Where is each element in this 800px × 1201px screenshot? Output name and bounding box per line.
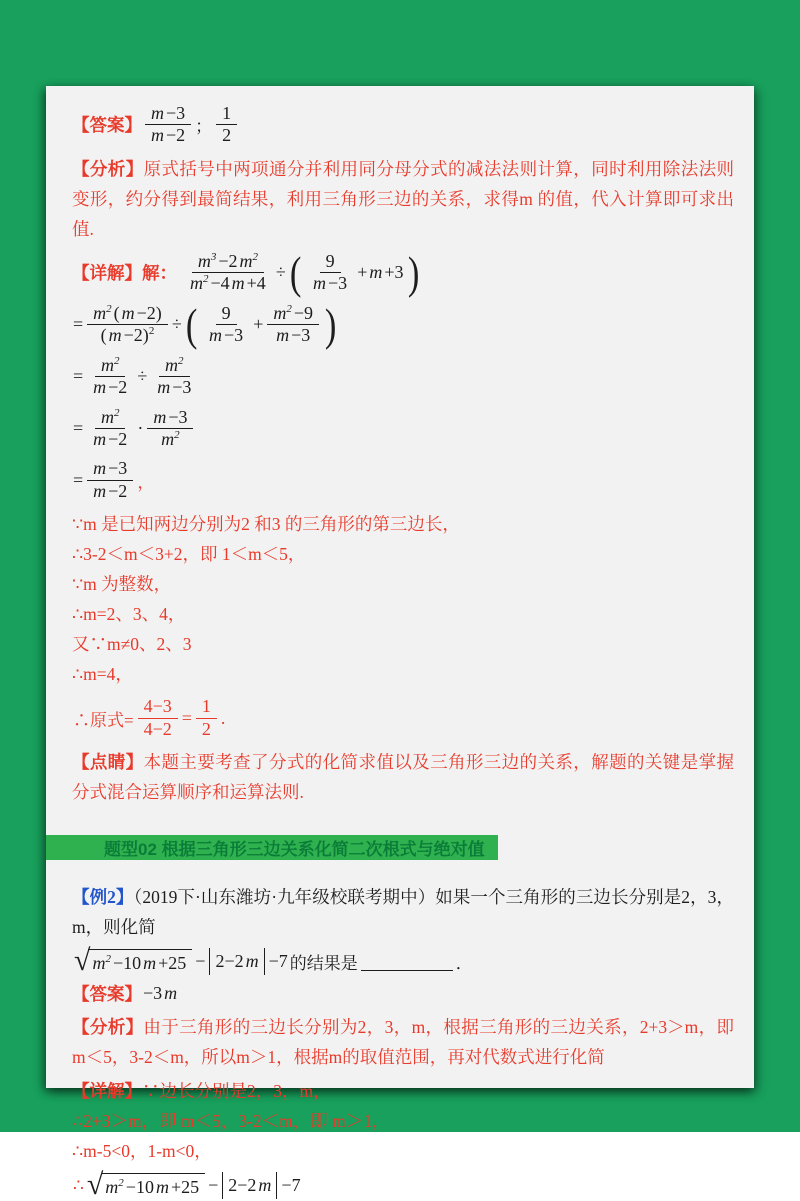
example2-statement [72, 882, 734, 942]
keypoint-label: 【点睛】 [72, 752, 144, 773]
answer2-label: 【答案】 [72, 984, 142, 1005]
reasoning-line: ∴3-2＜m＜3+2，即 1＜m＜5， [72, 544, 306, 565]
equation-1: $m^3$ −2 $m^2$ $m^2$ −4 m +4 ÷ ( 9 m −3 + m +3 ) [190, 246, 419, 298]
reasoning-line: ∵m 是已知两边分别为2 和3 的三角形的第三边长， [72, 514, 460, 535]
analysis2-label: 【分析】 [72, 1017, 144, 1038]
analysis-text: 原式括号中两项通分并利用同分母分式的减法法则计算，同时利用除法法则变形，约分得到最简结果，利用三角形三边的关系，求得m 的值，代入计算即可求出值. [72, 158, 735, 239]
topic-heading-text: 题型02 根据三角形三边关系化简二次根式与绝对值 [104, 840, 485, 860]
topic-heading-bar [46, 835, 498, 860]
detail-label: 【详解】 [72, 263, 142, 284]
reasoning-line: 又∵m≠0、2、3 [72, 634, 192, 655]
analysis2-text: 由于三角形的三边长分别为2，3，m，根据三角形的三边关系，2+3＞m，即m＜5，3-2＜m，所以m＞1，根据m的取值范围，再对代数式进行化简 [72, 1017, 735, 1068]
conclusion-row [72, 695, 734, 741]
analysis-label: 【分析】 [72, 158, 144, 179]
detail2-intro: ∵边长分别是2，3，m， [142, 1081, 331, 1102]
reasoning-line: ∵m 为整数， [72, 574, 172, 595]
equation-4: = $m^2$ m −2 · m −3 $m^2$ [72, 406, 196, 452]
reasoning2-line: ∴2+3＞m，即 m＜5，3-2＜m，即 m＞1， [72, 1111, 390, 1132]
detail-equation-row [72, 246, 734, 298]
equation-5: = m −3 m −2 ， [73, 458, 155, 501]
equation-row [72, 354, 734, 400]
example2-text: （2019下·山东潍坊·九年级校联考期中）如果一个三角形的三边长分别是2，3，m，则化简 [72, 887, 735, 938]
analysis-paragraph [72, 154, 734, 244]
reasoning-line: ∴m=2、3、4， [72, 604, 186, 625]
final-expression: ∴ √ $m^2$ −10 m +25 − 2−2 m −7 [73, 1168, 301, 1201]
equation-row [72, 457, 734, 503]
answer2-row [72, 981, 734, 1006]
detail2-row [72, 1076, 734, 1106]
conclusion-math: ∴原式= $\frac{4-3}{4-2}$ = $\frac{1}{2}$ . [73, 696, 226, 739]
document-page [46, 86, 754, 1201]
detail2-label: 【详解】 [72, 1081, 142, 1102]
keypoint-text: 本题主要考查了分式的化简求值以及三角形三边的关系，解题的关键是掌握分式混合运算顺序和运算法则. [72, 752, 735, 803]
reasoning2-line: ∴m-5<0，1-m<0， [72, 1141, 212, 1162]
example2-expression: √ $m^2$ −10 m +25 − 2−2 m −7 的结果是 ． [74, 944, 473, 978]
answer-math: m −3 m −2 ； 1 2 [142, 102, 240, 148]
answer-label: 【答案】 [72, 115, 142, 136]
example2-expression-row [72, 944, 734, 978]
answer2-math: −3 m [143, 983, 178, 1004]
example2-label: 【例2】 [72, 887, 134, 908]
equation-row [72, 298, 734, 350]
reasoning-line: ∴m=4， [72, 664, 133, 685]
final-expression-row [72, 1168, 734, 1201]
keypoint-paragraph [72, 747, 734, 807]
equation-row [72, 406, 734, 452]
equation-2: = $m^2$ ( m −2) ( m −2)$^2$ ÷ ( 9 m −3 + $m^2$ −9 m −3 ) [73, 298, 337, 350]
solve-label: 解： [142, 263, 177, 284]
equation-3: = $m^2$ m −2 ÷ $m^2$ m −3 [73, 354, 192, 398]
analysis2-paragraph [72, 1012, 734, 1072]
answer-row [72, 102, 734, 148]
